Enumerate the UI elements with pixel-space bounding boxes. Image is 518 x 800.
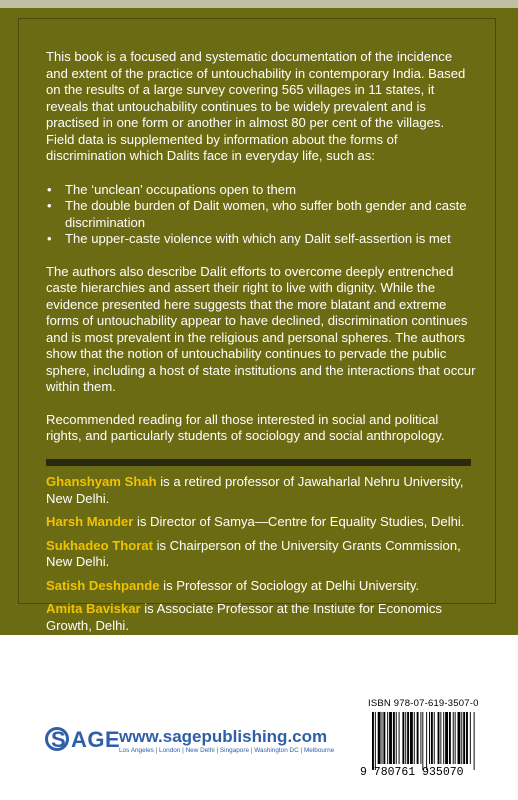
author-entry [46,538,476,571]
description-block [46,49,476,445]
description-paragraph-3: Recommended reading for all those interested in social and political rights, and particularly students of sociology and social anthropology. [46,411,445,443]
list-item: • The upper-caste violence with which any Dalit self-assertion is met [46,231,476,248]
top-border-strip [0,0,518,8]
author-bios [46,474,476,641]
author-bio: is Associate Professor at the Instiute for Economics Growth, Delhi. [46,601,442,633]
publisher-cities: Los Angeles | London | New Delhi | Singapore | Washington DC | Melbourne [119,747,335,754]
author-name: Sukhadeo Thorat [46,537,153,553]
author-name: Amita Baviskar [46,601,141,616]
author-entry [46,514,476,531]
barcode-digits: 9 780761 935070 [360,766,464,779]
isbn-label: ISBN 978-07-619-3507-0 [368,698,479,709]
logo-letter: S [51,727,66,752]
author-bio: is a retired professor of Jawaharlal Nehru University, New Delhi. [46,474,464,506]
list-item: • The ‘unclean’ occupations open to them [46,182,476,199]
description-paragraph-2: The authors also describe Dalit efforts to overcome deeply entrenched caste hierarchies and assert their right to live with dignity. While the evidence presented here suggests that the more blatant and extreme forms of untouchability appear to have declined, discrimination continues and is most prevalent in the religious and personal spheres. The authors show that the notion of untouchability continues to pervade the public sphere, including a host of state institutions and the interactions that occur within them. [46,263,476,394]
author-bio: is Director of Samya—Centre for Equality Studies, Delhi. [133,514,465,529]
publisher-website: www.sagepublishing.com [119,727,328,746]
author-name: Satish Deshpande [46,577,160,593]
author-name: Ghanshyam Shah [46,474,157,489]
author-entry [46,601,476,634]
section-divider [46,459,471,466]
author-bio: is Chairperson of the University Grants Commission, New Delhi. [46,537,461,569]
logo-word: AGE [71,727,121,752]
discrimination-list [46,182,476,248]
description-paragraph-1: This book is a focused and systematic documentation of the incidence and extent of the practice of untouchability in contemporary India. Based on the results of a large survey covering 565 villages in 11 states, it reveals that untouchability continues to be widely prevalent and is practised in one form or another in almost 80 per cent of the villages. Field data is supplemented by information about the forms of discrimination which Dalits face in everyday life, such as: [46,49,466,163]
author-entry [46,578,476,595]
author-bio: is Professor of Sociology at Delhi University. [159,577,420,593]
author-entry [46,474,476,507]
list-item: • The double burden of Dalit women, who suffer both gender and caste discrimination [46,198,476,231]
author-name: Harsh Mander [46,514,134,529]
